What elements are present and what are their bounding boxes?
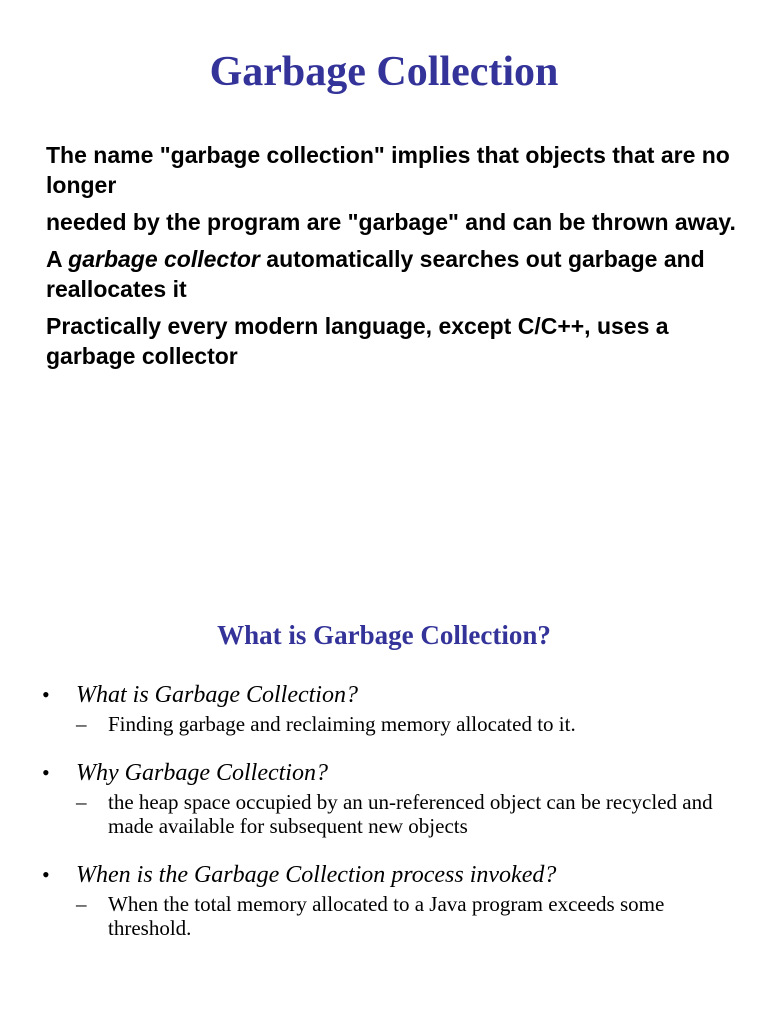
sub-bullet [76,892,732,940]
sub-bullet-marker: – [76,712,87,736]
slide-title: Garbage Collection [209,49,559,95]
slide-what-is-garbage-collection [0,560,768,1024]
sub-bullet [76,790,732,838]
paragraph-modern-languages: Practically every modern language, except C/C++, uses a garbage collector [46,313,669,369]
bullet-question: What is Garbage Collection? [76,682,358,708]
bullet-marker: • [42,682,50,707]
paragraph-collector-definition [46,244,736,304]
sub-bullet-marker: – [76,790,87,814]
bullet-marker: • [42,862,50,887]
bullet-marker: • [42,760,50,785]
sub-bullet [76,712,732,736]
bullet-answer: Finding garbage and reclaiming memory allocated to it. [108,712,576,736]
bullet-list [42,678,732,960]
paragraph-prefix: A [46,246,69,272]
slide-title: What is Garbage Collection? [217,620,551,650]
paragraph-thrown-away: needed by the program are "garbage" and can be thrown away. [46,209,736,235]
garbage-collector-term: garbage collector [68,246,260,272]
paragraph-suffix: automatically searches out garbage and reallocates it [46,246,705,302]
paragraph-name-meaning: The name "garbage collection" implies that objects that are no longer [46,142,730,198]
slide-body [46,140,736,378]
bullet-question: Why Garbage Collection? [76,760,328,786]
bullet-answer: When the total memory allocated to a Java program exceeds some threshold. [108,892,665,940]
bullet-answer: the heap space occupied by an un-referenced object can be recycled and made available for subsequent new objects [108,790,713,838]
bullet-item [42,858,732,940]
sub-bullet-marker: – [76,892,87,916]
bullet-item [42,678,732,736]
bullet-question: When is the Garbage Collection process invoked? [76,862,557,888]
bullet-item [42,756,732,838]
